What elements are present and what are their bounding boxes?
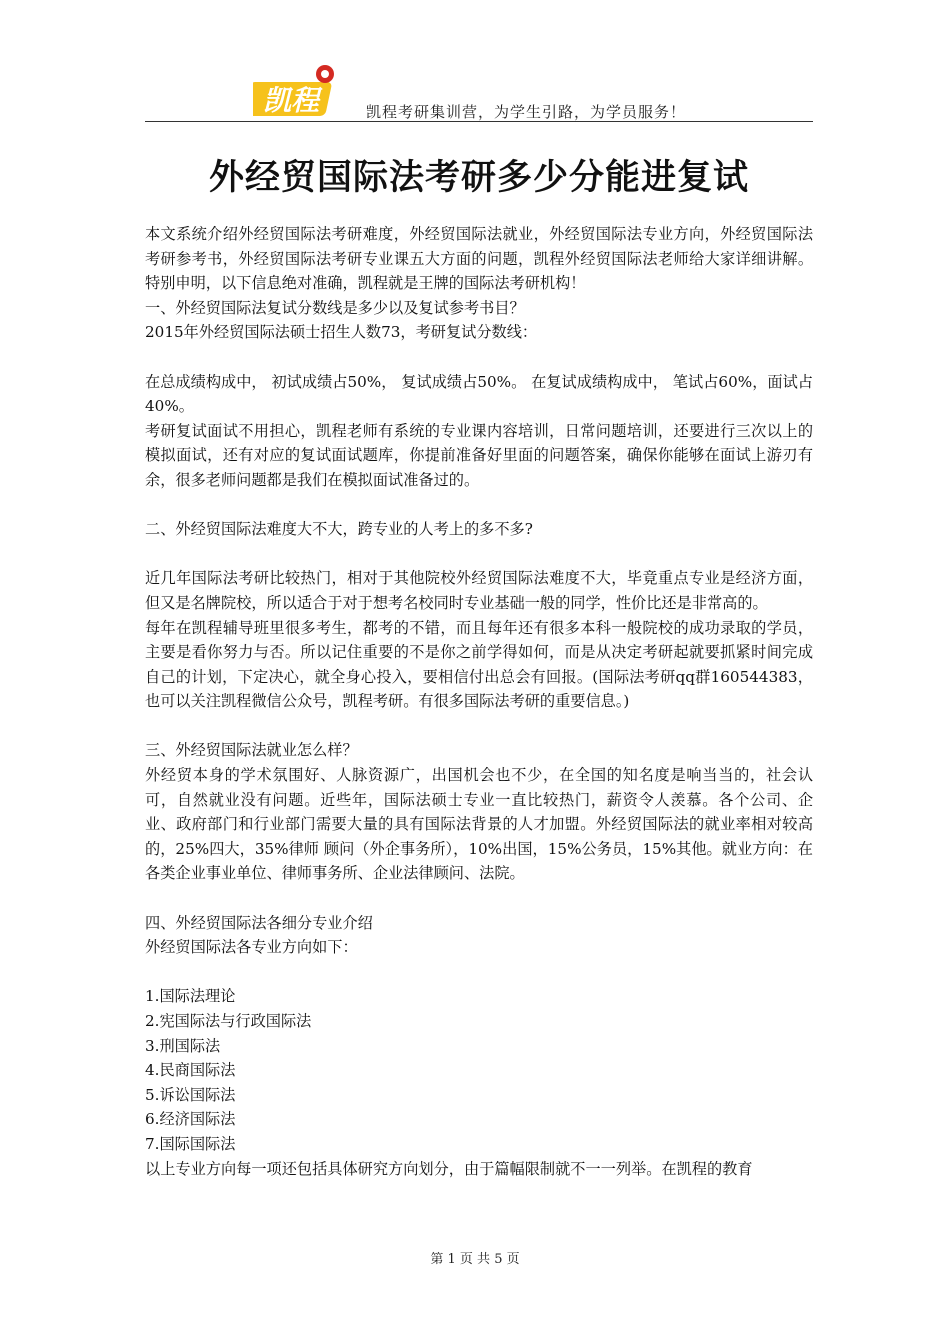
header-slogan: 凯程考研集训营，为学生引路，为学员服务！: [366, 103, 687, 121]
header-rule: [145, 121, 813, 122]
paragraph: 每年在凯程辅导班里很多考生，都考的不错，而且每年还有很多本科一般院校的成功录取的学员，主要是看你努力与否。所以记住重要的不是你之前学得如何，而是从决定考研起就要抓紧时间完成自己的计划，下定决心，就全身心投入，要相信付出总会有回报。(国际法考研qq群160544383，也可以关注凯程微信公众号，凯程考研。有很多国际法考研的重要信息。): [145, 618, 813, 711]
blank-line: [145, 714, 813, 739]
paragraph: 四、外经贸国际法各细分专业介绍: [145, 913, 373, 932]
blank-line: [145, 960, 813, 985]
article-body: [145, 222, 813, 1181]
paragraph: 外经贸国际法各专业方向如下：: [145, 938, 358, 957]
blank-line: [145, 886, 813, 911]
paragraph: 2015年外经贸国际法硕士招生人数73，考研复试分数线：: [145, 323, 538, 342]
paragraph: 以上专业方向每一项还包括具体研究方向划分，由于篇幅限制就不一一列举。在凯程的教育: [145, 1159, 753, 1178]
logo-text: 凯程: [263, 84, 320, 117]
page-footer: 第 1 页 共 5 页: [430, 1252, 520, 1267]
page-header: [145, 60, 813, 122]
paragraph: 6.经济国际法: [145, 1110, 236, 1129]
page-title: 外经贸国际法考研多少分能进复试: [208, 157, 749, 198]
blank-line: [145, 493, 813, 518]
kaicheng-logo: [253, 60, 345, 120]
paragraph: 2.宪国际法与行政国际法: [145, 1012, 312, 1030]
paragraph: 三、外经贸国际法就业怎么样？: [145, 741, 358, 760]
paragraph: 1.国际法理论: [145, 987, 236, 1006]
paragraph: 7.国际国际法: [145, 1134, 236, 1153]
paragraph: 近几年国际法考研比较热门，相对于其他院校外经贸国际法难度不大，毕竟重点专业是经济方面，但又是名牌院校，所以适合于对于想考名校同时专业基础一般的同学，性价比还是非常高的。: [145, 569, 813, 612]
paragraph: 4.民商国际法: [145, 1061, 236, 1080]
paragraph: 3.刑国际法: [145, 1036, 221, 1055]
paragraph: 本文系统介绍外经贸国际法考研难度，外经贸国际法就业，外经贸国际法专业方向，外经贸国际法考研参考书，外经贸国际法考研专业课五大方面的问题，凯程外经贸国际法老师给大家详细讲解。特别申明，以下信息绝对准确，凯程就是王牌的国际法考研机构！: [145, 225, 813, 293]
paragraph: 一、外经贸国际法复试分数线是多少以及复试参考书目？: [145, 298, 525, 317]
blank-line: [145, 345, 813, 370]
paragraph: 外经贸本身的学术氛围好、人脉资源广，出国机会也不少，在全国的知名度是响当当的，社会认可，自然就业没有问题。近些年，国际法硕士专业一直比较热门，薪资令人羡慕。各个公司、企业、政府部门和行业部门需要大量的具有国际法背景的人才加盟。外经贸国际法的就业率相对较高的，25%四大，35%律师 顾问（外企事务所），10%出国，15%公务员，15%其他。就业方向：在各类企业事业单位、律师事务所、企业法律顾问、法院。: [145, 766, 813, 883]
paragraph: 在总成绩构成中， 初试成绩占50%， 复试成绩占50%。 在复试成绩构成中， 笔试占60%，面试占40%。: [145, 372, 813, 416]
paragraph: 5.诉讼国际法: [145, 1085, 236, 1104]
blank-line: [145, 542, 813, 567]
paragraph: 考研复试面试不用担心，凯程老师有系统的专业课内容培训，日常问题培训，还要进行三次以上的模拟面试，还有对应的复试面试题库，你提前准备好里面的问题答案，确保你能够在面试上游刃有余，很多老师问题都是我们在模拟面试准备过的。: [145, 421, 813, 489]
paragraph: 二、外经贸国际法难度大不大，跨专业的人考上的多不多?: [145, 520, 533, 539]
